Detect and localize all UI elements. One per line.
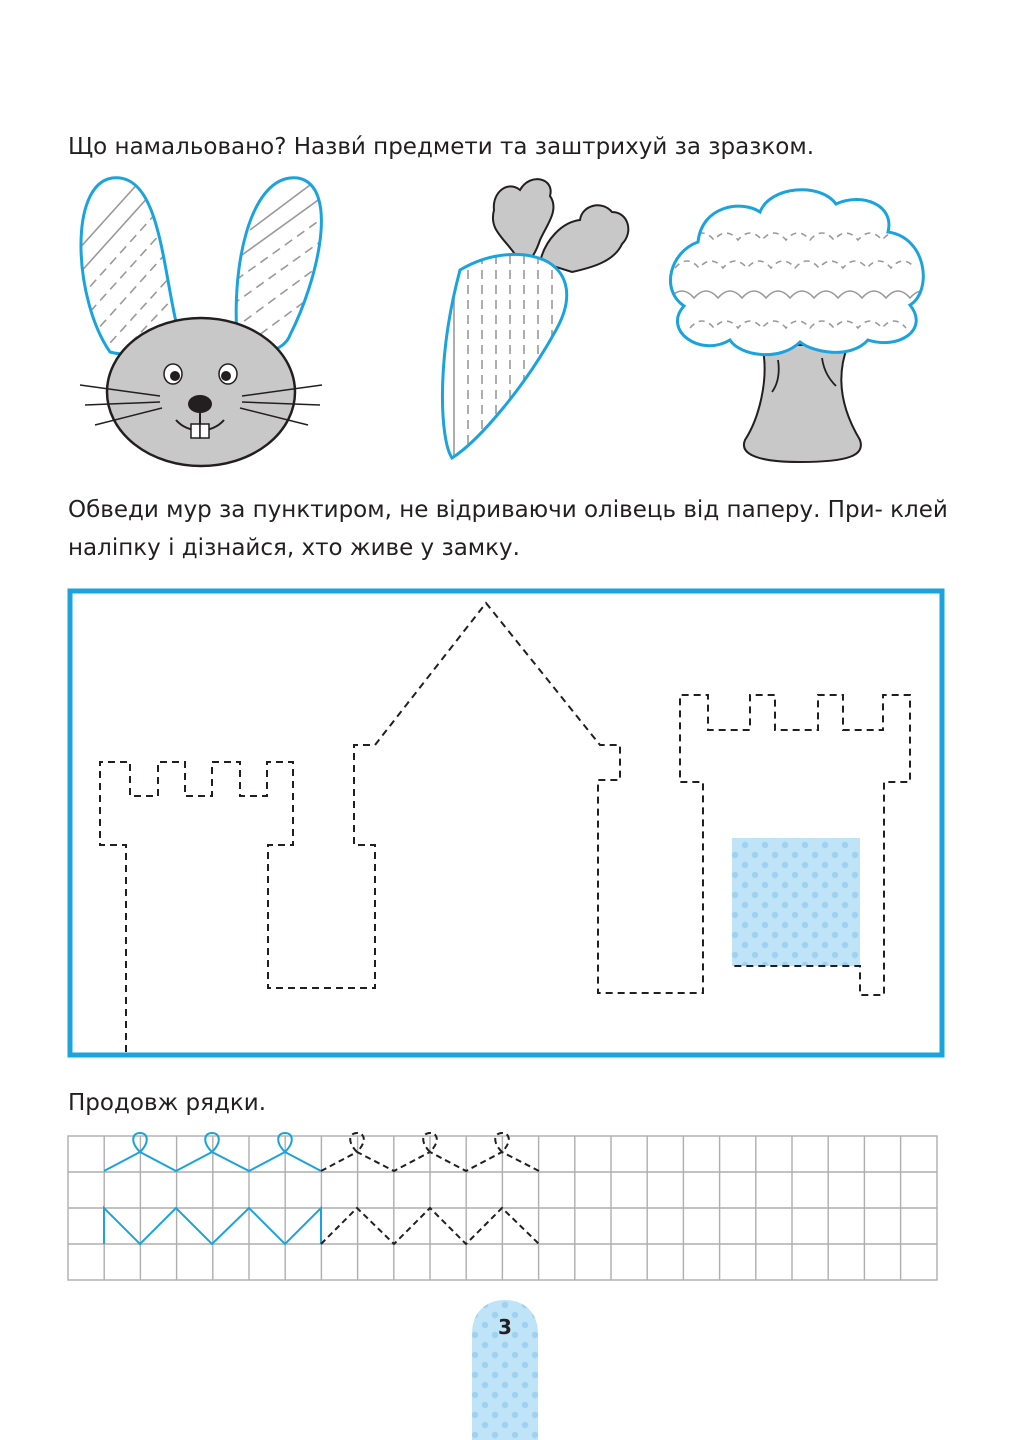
pattern-row-zigzag xyxy=(104,1208,539,1244)
castle-dotted-outline xyxy=(100,603,910,1052)
instruction-task-2: Обведи мур за пунктиром, не відриваючи олівець від паперу. При- клей наліпку і дізнайся, хто живе у замку. xyxy=(68,497,948,561)
instruction-task-1: Що намальовано? Назви́ предмети та заштрихуй за зразком. xyxy=(68,134,815,160)
tree-picture xyxy=(670,190,934,462)
bunny-picture xyxy=(60,170,334,466)
castle-frame xyxy=(70,591,942,1055)
carrot-picture xyxy=(442,179,628,460)
tree-trunk xyxy=(744,345,861,462)
bunny-right-ear xyxy=(232,170,334,352)
bunny-nose xyxy=(188,395,212,413)
page-number: 3 xyxy=(498,1315,512,1339)
instruction-task-3: Продовж рядки. xyxy=(68,1090,267,1116)
